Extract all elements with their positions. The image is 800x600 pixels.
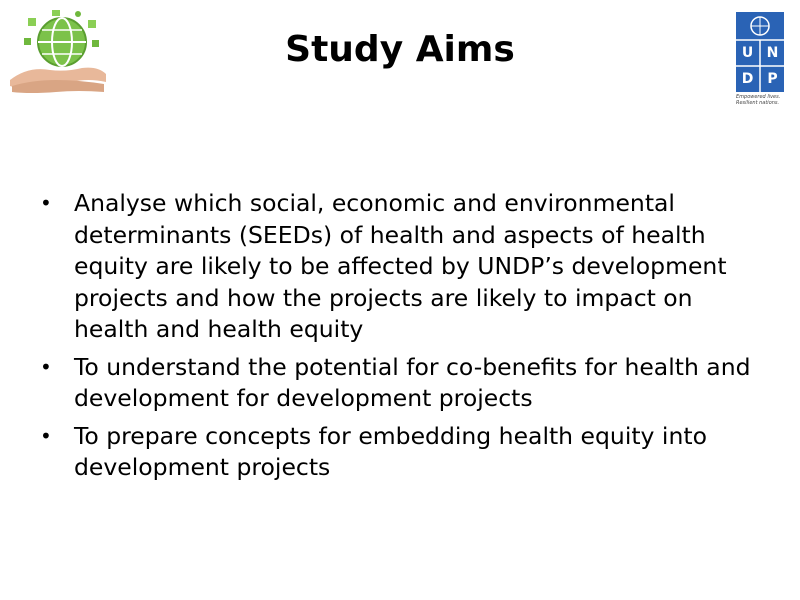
- undp-logo-block: [736, 12, 784, 92]
- list-item-text: Analyse which social, economic and environmental determinants (SEEDs) of health and aspects of health equity are likely to be affected by UNDP’s development projects and how the projects are likely to impact on health and health equity: [74, 189, 727, 343]
- study-aims-list: [40, 188, 760, 490]
- undp-logo-icon: [736, 12, 786, 110]
- undp-letter-d: D: [741, 71, 754, 87]
- bullet-icon: •: [40, 354, 52, 379]
- undp-letter-u: U: [741, 45, 754, 61]
- slide-title: Study Aims: [285, 29, 515, 70]
- list-item: [40, 352, 760, 415]
- list-item: [40, 421, 760, 484]
- undp-tagline: Empowered lives. Resilient nations.: [736, 94, 781, 106]
- list-item-text: To prepare concepts for embedding health equity into development projects: [74, 421, 707, 481]
- hands-holding-green-globe-icon: [8, 8, 108, 96]
- undp-letter-p: P: [767, 71, 778, 87]
- bullet-icon: •: [40, 191, 52, 215]
- list-item-text: To understand the potential for co-benefits for health and development for development projects: [74, 352, 751, 412]
- list-item: [40, 188, 760, 346]
- bullet-icon: •: [40, 423, 52, 448]
- undp-letter-n: N: [766, 45, 779, 61]
